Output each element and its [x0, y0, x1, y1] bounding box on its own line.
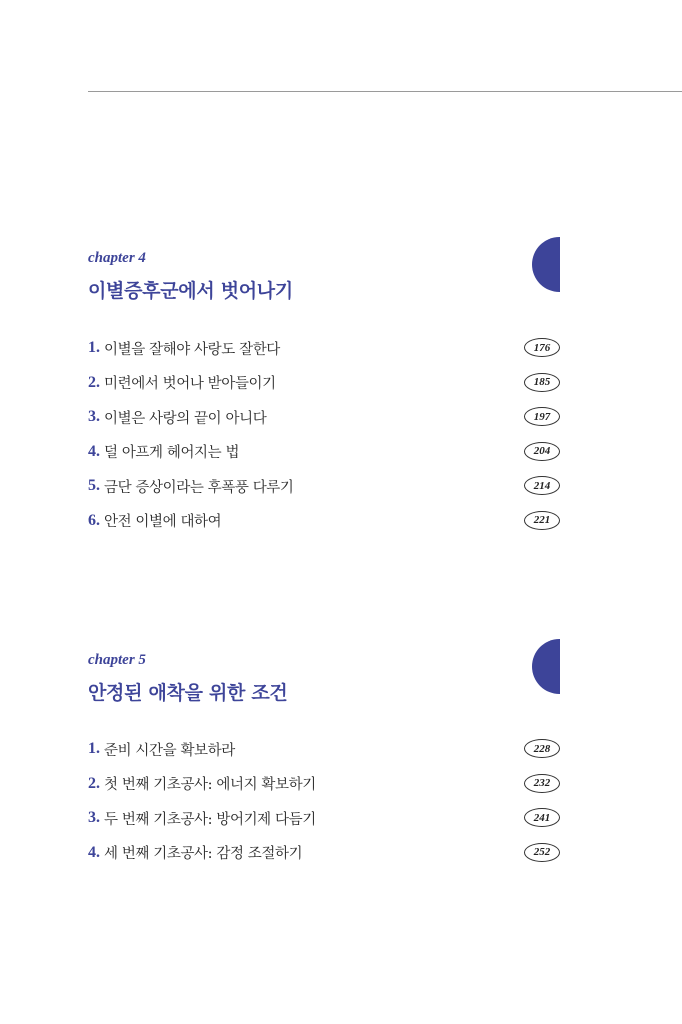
half-circle-marker: [532, 639, 560, 694]
page-number-badge: 214: [524, 476, 560, 495]
item-number: 3.: [88, 809, 100, 826]
item-number: 2.: [88, 373, 100, 391]
page-number-badge: 197: [524, 407, 560, 426]
item-title: 준비 시간을 확보하라: [104, 742, 235, 759]
item-number: 6.: [88, 511, 100, 529]
toc-item[interactable]: [88, 806, 560, 830]
toc-item[interactable]: [88, 371, 560, 395]
toc-item[interactable]: [88, 405, 560, 429]
page-number-badge: 185: [524, 373, 560, 392]
toc-item[interactable]: [88, 772, 560, 796]
item-number: 1.: [88, 740, 100, 757]
item-title: 이별은 사랑의 끝이 아니다: [104, 410, 267, 427]
toc-item[interactable]: [88, 841, 560, 865]
toc-item[interactable]: [88, 737, 560, 761]
page-number-badge: 204: [524, 442, 560, 461]
item-number: 2.: [88, 774, 100, 792]
item-number: 5.: [88, 477, 100, 494]
chapter-title: 이별증후군에서 벗어나기: [88, 280, 293, 302]
toc-item[interactable]: [88, 474, 560, 498]
item-title: 미련에서 벗어나 받아들이기: [104, 376, 276, 392]
chapter-title: 안정된 애착을 위한 조건: [88, 682, 288, 704]
toc-item[interactable]: [88, 509, 560, 533]
half-circle-marker: [532, 237, 560, 292]
item-title: 세 번째 기초공사: 감정 조절하기: [104, 846, 303, 862]
item-number: 4.: [88, 843, 100, 861]
item-title: 두 번째 기초공사: 방어기제 다듬기: [104, 811, 316, 828]
chapter-label: chapter 5: [88, 652, 146, 668]
page-number-badge: 221: [524, 511, 560, 530]
page-number-badge: 241: [524, 808, 560, 827]
chapter-label: chapter 4: [88, 250, 146, 266]
item-title: 금단 증상이라는 후폭풍 다루기: [104, 479, 294, 496]
item-title: 이별을 잘해야 사랑도 잘한다: [104, 341, 280, 358]
item-title: 첫 번째 기초공사: 에너지 확보하기: [104, 777, 316, 793]
item-title: 덜 아프게 헤어지는 법: [104, 445, 240, 461]
item-title: 안전 이별에 대하여: [104, 514, 222, 530]
page-number-badge: 176: [524, 338, 560, 357]
toc-item[interactable]: [88, 440, 560, 464]
page-number-badge: 252: [524, 843, 560, 862]
page-number-badge: 232: [524, 774, 560, 793]
top-rule: [88, 91, 682, 92]
item-number: 4.: [88, 442, 100, 460]
item-number: 1.: [88, 339, 100, 356]
toc-item[interactable]: [88, 336, 560, 360]
item-number: 3.: [88, 408, 100, 425]
page-number-badge: 228: [524, 739, 560, 758]
